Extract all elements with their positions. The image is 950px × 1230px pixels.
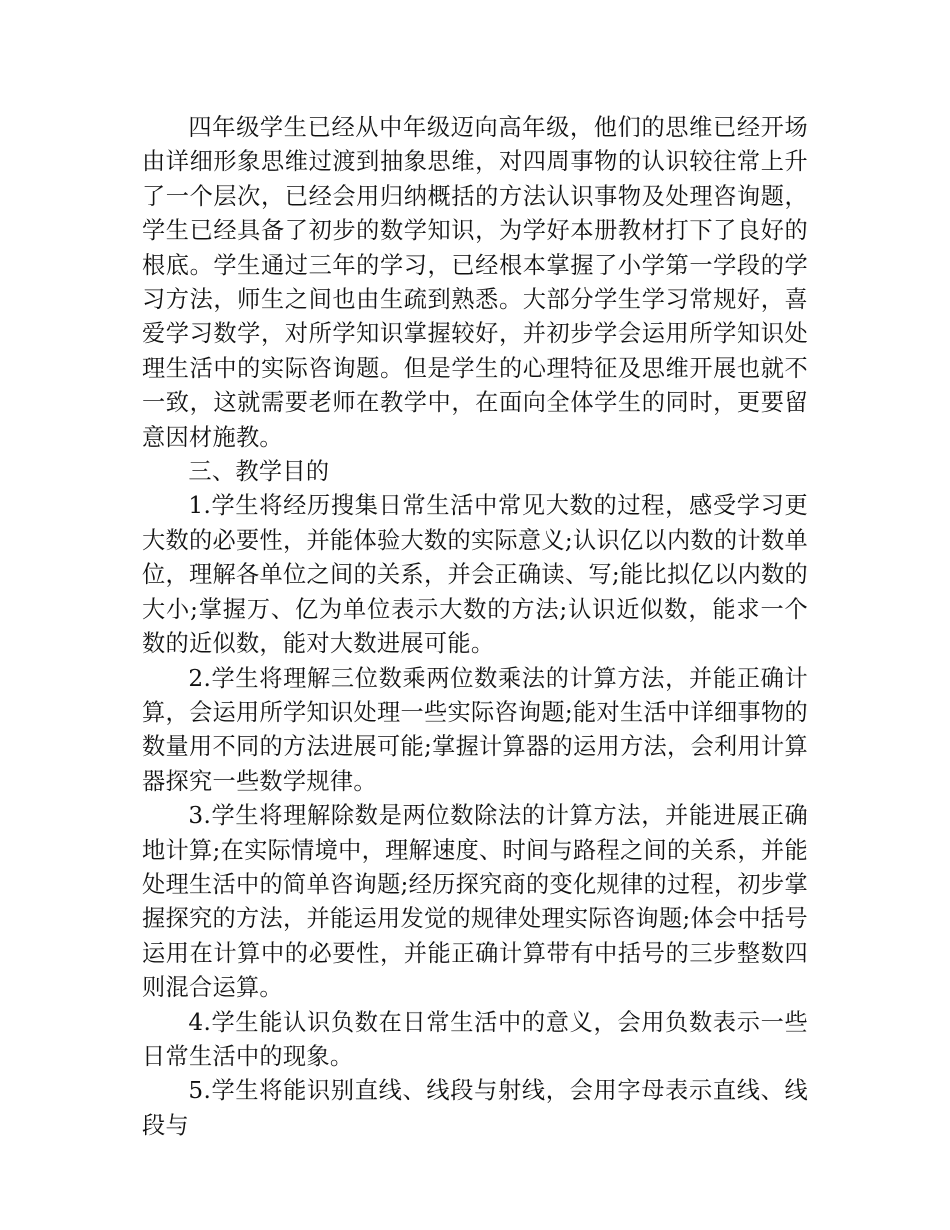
intro-paragraph: 四年级学生已经从中年级迈向高年级，他们的思维已经开场由详细形象思维过渡到抽象思维，对四周事物的认识较往常上升了一个层次，已经会用归纳概括的方法认识事物及处理咨询题，学生已经具备了初步的数学知识，为学好本册教材打下了良好的根底。学生通过三年的学习，已经根本掌握了小学第一学段的学习方法，师生之间也由生疏到熟悉。大部分学生学习常规好，喜爱学习数学，对所学知识掌握较好，并初步学会运用所学知识处理生活中的实际咨询题。但是学生的心理特征及思维开展也就不一致，这就需要老师在教学中，在面向全体学生的同时，更要留意因材施教。 xyxy=(142,114,808,451)
document-body xyxy=(142,111,808,1143)
goal-paragraph-1: 1.学生将经历搜集日常生活中常见大数的过程，感受学习更大数的必要性，并能体验大数的实际意义;认识亿以内数的计数单位，理解各单位之间的关系，并会正确读、写;能比拟亿以内数的大小;掌握万、亿为单位表示大数的方法;认识近似数，能求一个数的近似数，能对大数进展可能。 xyxy=(142,492,808,658)
goal-paragraph-2: 2.学生将理解三位数乘两位数乘法的计算方法，并能正确计算，会运用所学知识处理一些实际咨询题;能对生活中详细事物的数量用不同的方法进展可能;掌握计算器的运用方法，会利用计算器探究一些数学规律。 xyxy=(142,664,808,795)
section-heading: 三、教学目的 xyxy=(188,458,330,486)
goal-paragraph-3: 3.学生将理解除数是两位数除法的计算方法，并能进展正确地计算;在实际情境中，理解速度、时间与路程之间的关系，并能处理生活中的简单咨询题;经历探究商的变化规律的过程，初步掌握探究的方法，并能运用发觉的规律处理实际咨询题;体会中括号运用在计算中的必要性，并能正确计算带有中括号的三步整数四则混合运算。 xyxy=(142,802,808,1002)
goal-paragraph-5: 5.学生将能识别直线、线段与射线，会用字母表示直线、线段与 xyxy=(142,1077,808,1139)
goal-paragraph-4: 4.学生能认识负数在日常生活中的意义，会用负数表示一些日常生活中的现象。 xyxy=(142,1008,808,1070)
